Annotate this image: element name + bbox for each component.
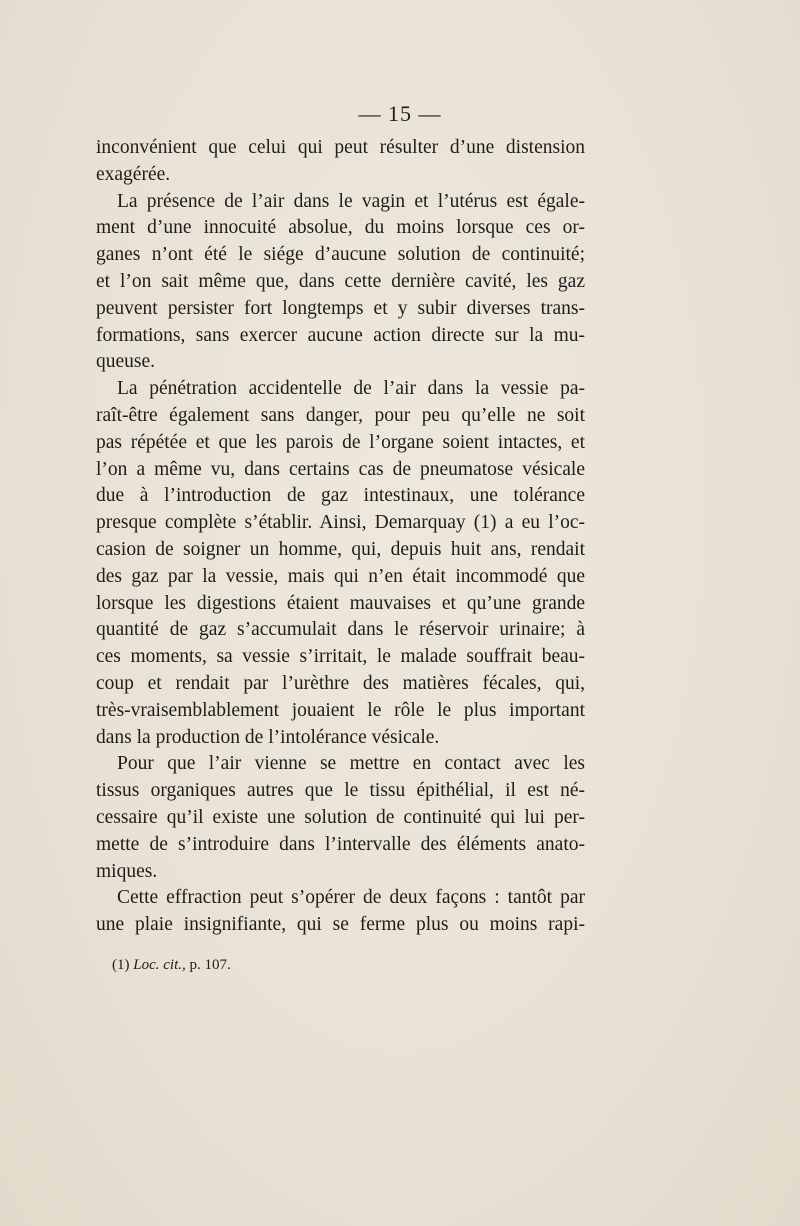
text-line: mette de s’introduire dans l’intervalle des éléments anato- xyxy=(96,833,585,855)
text-line: La pénétration accidentelle de l’air dans la vessie pa- xyxy=(117,378,585,400)
text-line: raît-être également sans danger, pour peu qu’elle ne soit xyxy=(96,404,585,426)
text-line: Cette effraction peut s’opérer de deux façons : tantôt par xyxy=(117,887,585,909)
text-line: formations, sans exercer aucune action directe sur la mu- xyxy=(96,324,585,346)
text-line: presque complète s’établir. Ainsi, Demarquay (1) a eu l’oc- xyxy=(96,512,585,534)
footnote xyxy=(112,955,231,975)
text-line: et l’on sait même que, dans cette dernière cavité, les gaz xyxy=(96,270,585,292)
body-text xyxy=(96,135,585,939)
footnote-page: p. 107. xyxy=(189,957,231,973)
text-line: queuse. xyxy=(96,351,156,373)
text-line: ganes n’ont été le siége d’aucune solution de continuité; xyxy=(96,244,585,266)
text-line: pas répétée et que les parois de l’organe soient intactes, et xyxy=(96,431,585,453)
text-line: casion de soigner un homme, qui, depuis huit ans, rendait xyxy=(96,538,585,560)
text-line: due à l’introduction de gaz intestinaux, une tolérance xyxy=(96,485,585,507)
text-line: miques. xyxy=(96,860,158,882)
text-line: La présence de l’air dans le vagin et l’utérus est égale- xyxy=(117,190,585,212)
text-line: cessaire qu’il existe une solution de continuité qui lui per- xyxy=(96,806,585,828)
text-line: une plaie insignifiante, qui se ferme plus ou moins rapi- xyxy=(96,914,585,936)
text-line: l’on a même vu, dans certains cas de pneumatose vésicale xyxy=(96,458,585,480)
footnote-citation: Loc. cit., xyxy=(133,957,186,973)
text-line: coup et rendait par l’urèthre des matières fécales, qui, xyxy=(96,672,585,694)
text-line: inconvénient que celui qui peut résulter d’une distension xyxy=(96,137,585,158)
text-line: peuvent persister fort longtemps et y subir diverses trans- xyxy=(96,297,585,319)
text-line: ment d’une innocuité absolue, du moins lorsque ces or- xyxy=(96,217,585,239)
text-line: exagérée. xyxy=(96,163,171,185)
text-line: tissus organiques autres que le tissu épithélial, il est né- xyxy=(96,780,585,802)
footnote-marker: (1) xyxy=(112,957,130,973)
text-line: ces moments, sa vessie s’irritait, le malade souffrait beau- xyxy=(96,646,585,668)
text-line: très-vraisemblablement jouaient le rôle le plus important xyxy=(96,699,585,721)
text-line: quantité de gaz s’accumulait dans le réservoir urinaire; à xyxy=(96,619,585,641)
page-number: — 15 — xyxy=(358,101,442,126)
text-line: lorsque les digestions étaient mauvaises et qu’une grande xyxy=(96,592,585,614)
text-line: dans la production de l’intolérance vésicale. xyxy=(96,726,440,748)
text-line: Pour que l’air vienne se mettre en contact avec les xyxy=(117,753,585,775)
text-line: des gaz par la vessie, mais qui n’en était incommodé que xyxy=(96,565,585,587)
